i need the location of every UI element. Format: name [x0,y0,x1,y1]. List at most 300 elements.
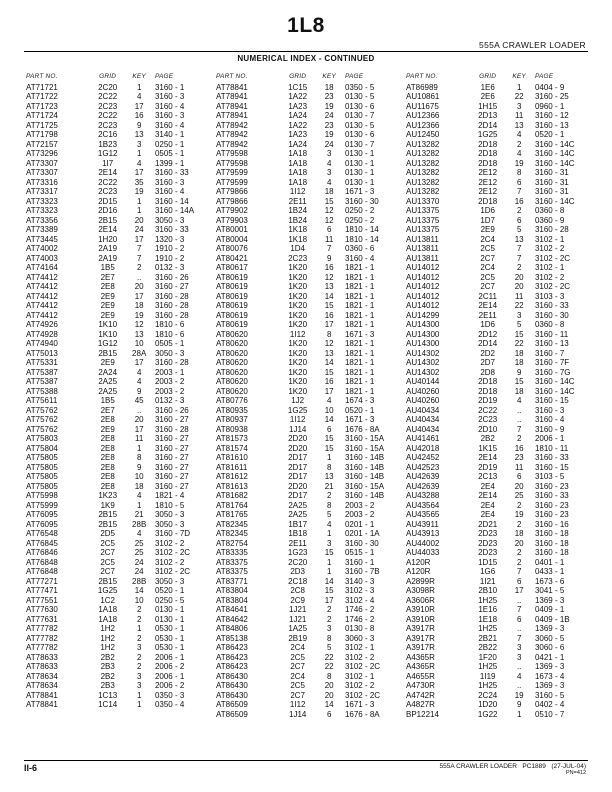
page-cell: 2003 - 2 [154,377,185,386]
page-cell: 1910 - 2 [154,253,185,263]
table-row [404,206,594,216]
part-no-cell: AU11675 [406,101,439,111]
table-row [214,672,404,682]
part-no-cell: AT75998 [26,491,58,500]
key-cell: 4 [136,367,142,377]
part-no-cell: AT76548 [26,529,58,538]
page-cell: 1810 - 6 [154,320,185,329]
page-cell: 3102 - 2C [154,548,191,557]
page-cell: 3160 - 31 [534,187,569,196]
part-no-cell: AT78942 [216,120,248,130]
part-no-cell: AT77782 [26,624,58,633]
grid-cell: 2E9 [100,310,115,320]
part-no-cell: AT78942 [216,139,248,149]
page-cell: 3060 - 6 [534,643,565,652]
grid-cell: 2A19 [98,253,118,263]
grid-cell: 1A24 [288,139,308,149]
key-cell: .. [516,624,522,633]
table-row [214,254,404,264]
key-cell: 18 [514,358,524,367]
page-cell: 3140 - 1 [154,130,185,139]
page-cell: 3160 - 27 [154,481,189,491]
grid-cell: 2E14 [478,491,498,500]
page-cell: 1810 - 11 [534,443,569,453]
part-no-cell: AU12450 [406,130,440,139]
grid-cell: 2E8 [100,462,115,472]
key-cell: 10 [134,339,144,348]
index-column-2 [214,72,404,719]
table-row [24,586,214,596]
part-no-cell: AT75387 [26,377,58,386]
key-cell: 1 [516,709,522,719]
grid-cell: 1B5 [100,263,115,272]
key-cell: 20 [134,282,144,291]
table-row [24,244,214,254]
table-row [214,377,404,387]
grid-cell: 2D20 [288,434,308,443]
grid-cell: 2D17 [288,491,308,500]
page-cell: 0130 - 7 [344,139,375,149]
column-header [24,72,214,82]
grid-cell: 2C5 [100,538,116,548]
page-cell: 3160 - 7B [344,567,380,576]
grid-cell: 1B24 [288,206,308,215]
page-cell: 0130 - 7 [344,111,375,120]
part-no-cell: AT80001 [216,225,248,234]
page-cell: 3160 - 28 [154,310,189,320]
page-cell: 1821 - 1 [344,291,375,301]
table-row [214,634,404,644]
part-no-cell: AU14302 [406,367,440,377]
grid-header: GRID [289,73,307,80]
table-row [24,292,214,302]
key-cell: 45 [134,396,144,405]
grid-cell: 2C23 [98,101,118,111]
key-cell: 9 [326,253,332,263]
grid-cell: 2E9 [100,424,115,434]
grid-cell: 1H15 [478,101,498,111]
grid-cell: 1A23 [288,101,308,111]
table-row [24,472,214,482]
part-no-cell: AT84641 [216,605,248,614]
table-row [214,472,404,482]
grid-cell: 1C15 [288,82,308,92]
grid-cell: 1G23 [287,548,308,557]
part-no-cell: AU42523 [406,462,440,472]
grid-cell: 2C16 [98,130,118,139]
grid-cell: 1H2 [100,643,116,652]
key-cell: 1 [136,700,142,709]
key-cell: 1 [326,529,332,538]
key-cell: 2 [516,263,522,272]
page-cell: 3160 - 1 [154,82,185,92]
page-cell: 0130 - 1 [344,177,375,187]
part-no-cell: AT77630 [26,605,58,614]
key-cell: 2 [516,500,522,510]
table-row [24,235,214,245]
part-no-cell: AT83335 [216,548,248,557]
key-cell: 9 [136,386,142,396]
key-cell: 7 [516,424,522,434]
grid-cell: 2E9 [100,301,115,310]
part-no-cell: A4742R [406,690,435,700]
key-cell: 4 [326,158,332,168]
key-cell: 15 [324,434,334,443]
page-cell: 1671 - 3 [344,329,375,339]
page-cell: 1746 - 2 [344,605,375,614]
table-row [404,301,594,311]
page-cell: 1810 - 5 [154,500,185,510]
key-cell: 1 [136,149,142,158]
grid-cell: 2B2 [480,434,495,443]
page-cell: 1369 - 3 [534,595,565,605]
key-cell: 12 [134,320,144,329]
page-cell: 3160 - 3 [154,111,185,120]
table-row [24,510,214,520]
page-cell: 0250 - 5 [154,595,185,605]
key-cell: 8 [326,500,332,510]
page-cell: 3102 - 2C [534,282,571,291]
grid-cell: 2D17 [288,453,308,462]
page-cell: 1369 - 3 [534,662,565,671]
table-row [214,282,404,292]
key-cell: 7 [136,253,142,263]
page-cell: 3160 - 14 [154,196,189,206]
page-cell: 1821 - 1 [344,386,375,396]
grid-cell: 2D17 [288,462,308,472]
section-title: NUMERICAL INDEX - CONTINUED [237,54,375,63]
key-cell: 12 [324,272,334,282]
grid-cell: 2D23 [478,538,498,548]
page-cell: 0250 - 1 [154,139,185,149]
part-no-cell: AT80620 [216,386,248,396]
grid-cell: 2D13 [478,111,498,120]
key-cell: 1 [136,500,142,510]
key-cell: 4 [136,158,142,168]
part-no-cell: A3910R [406,605,435,614]
part-no-cell: A4827R [406,700,435,709]
grid-cell: 2C23 [98,187,118,196]
key-cell: 3 [326,538,332,548]
page-cell: 3160 - 16 [534,519,569,529]
key-header: KEY [512,73,526,80]
table-row [404,197,594,207]
grid-cell: 1I21 [479,576,496,586]
table-row [24,206,214,216]
part-no-cell: AT80620 [216,348,248,358]
page-cell: 1821 - 1 [344,310,375,320]
key-cell: 20 [514,538,524,548]
key-cell: 5 [326,643,332,652]
grid-header: GRID [99,73,117,80]
table-row [404,254,594,264]
grid-cell: 2D19 [478,462,498,472]
part-no-cell: AU14012 [406,272,440,282]
key-cell: 16 [324,263,334,272]
grid-cell: 2D18 [478,149,498,158]
part-no-cell: AT75805 [26,453,58,462]
part-no-cell: BP12214 [406,709,439,719]
footer-info [440,763,586,777]
page-cell: 0132 - 3 [154,263,185,272]
grid-cell: 2C7 [290,690,306,700]
table-row [214,311,404,321]
table-row [24,406,214,416]
page-cell: 3160 - 28 [154,424,189,434]
part-no-cell: AT76845 [26,538,58,548]
grid-cell: 2D20 [288,443,308,453]
table-row [24,634,214,644]
table-row [24,453,214,463]
page-cell: 1810 - 14 [344,225,379,234]
key-cell: 5 [516,225,522,234]
grid-cell: 2C7 [480,253,496,263]
page-number: II-6 [24,763,38,773]
page-cell: 0132 - 3 [154,396,185,405]
page-cell: 3160 - 3 [154,177,185,187]
table-row [24,111,214,121]
key-cell: 7 [516,253,522,263]
key-cell: 2 [516,557,522,567]
table-row [404,159,594,169]
key-cell: 15 [324,548,334,557]
grid-cell: 1K15 [478,443,498,453]
table-row [24,130,214,140]
part-no-cell: AT78841 [216,82,248,92]
table-row [24,349,214,359]
page-cell: 3160 - 11 [534,329,569,339]
grid-cell: 1D6 [480,320,496,329]
page-cell: 3160 - 33 [534,301,569,310]
grid-cell: 1A18 [288,177,308,187]
table-row [24,700,214,710]
part-no-cell: AT74412 [26,282,58,291]
grid-cell: 2D23 [478,529,498,538]
page-cell: 1673 - 4 [534,671,565,681]
grid-cell: 1D4 [290,244,306,253]
key-header: KEY [322,73,336,80]
grid-cell: 2D15 [98,196,118,206]
part-no-cell: AT83375 [216,567,248,576]
part-no-cell: AT81574 [216,443,248,453]
page-cell: 3160 - 7D [154,529,191,538]
grid-cell: 2C4 [290,643,306,652]
key-cell: 18 [324,82,334,92]
table-row [404,529,594,539]
key-cell: 16 [324,377,334,386]
key-cell: 2 [326,614,332,624]
grid-cell: 2C7 [290,662,306,671]
table-row [214,168,404,178]
grid-cell: 2D21 [478,519,498,529]
table-row [214,396,404,406]
part-no-cell: AT75762 [26,424,58,434]
part-no-cell: AU14299 [406,310,440,320]
page-cell: 3060 - 5 [534,633,565,643]
key-cell: 23 [514,453,524,462]
key-cell: 2 [516,434,522,443]
key-cell: 18 [514,386,524,396]
page-cell: 3050 - 3 [154,576,185,586]
page-cell: 0130 - 5 [344,92,375,101]
grid-cell: 1K20 [288,320,308,329]
part-no-cell: A120R [406,557,431,567]
page-cell: 3160 - 14C [534,158,575,168]
part-no-cell: AT73323 [26,196,58,206]
grid-cell: 2E8 [100,443,115,453]
index-column-1 [24,72,214,719]
table-row [24,92,214,102]
page-cell: 3050 - 3 [154,510,185,519]
part-no-cell: A4730R [406,681,435,690]
grid-cell: 1K20 [288,310,308,320]
grid-cell: 2E4 [480,481,495,491]
part-no-cell: AT80619 [216,320,248,329]
table-row [404,434,594,444]
grid-cell: 2D17 [288,472,308,481]
grid-cell: 1I19 [479,671,496,681]
table-row [214,586,404,596]
key-cell: 8 [136,453,142,462]
part-no-cell: AT86509 [216,709,248,719]
page-cell: 3160 - 18 [534,529,569,538]
part-no-cell: AT82345 [216,529,248,538]
part-no-cell: AT81682 [216,491,248,500]
table-row [24,605,214,615]
grid-cell: 1H2 [100,633,116,643]
key-cell: 23 [324,92,334,101]
part-no-cell: AT79599 [216,177,248,187]
table-row [24,178,214,188]
part-no-cell: AT80620 [216,367,248,377]
part-no-cell: AT74412 [26,291,58,301]
table-row [404,453,594,463]
part-no-cell: AT78634 [26,671,58,681]
page-cell: 0130 - 1 [154,605,185,614]
key-cell: 24 [134,225,144,234]
part-no-cell: AT73296 [26,149,58,158]
part-no-cell: AT80004 [216,234,248,244]
page-cell: 3160 - 14A [154,206,195,215]
grid-cell: 2B21 [478,633,498,643]
key-cell: 18 [324,187,334,196]
page-cell: 0520 - 1 [154,586,185,595]
key-cell: 3 [326,168,332,177]
table-row [24,529,214,539]
key-cell: 13 [514,234,524,244]
key-cell: 1 [326,557,332,567]
key-cell: 6 [326,225,332,234]
part-no-cell: AU44033 [406,548,440,557]
grid-cell: 2E8 [100,481,115,491]
page-cell: 3160 - 18 [534,538,569,548]
page-cell: 3102 - 1 [534,234,565,244]
page-cell: 3160 - 14B [344,491,385,500]
grid-cell: 1K18 [288,225,308,234]
grid-cell: 2D18 [478,158,498,168]
part-no-cell: AT80619 [216,272,248,282]
key-cell: 7 [516,605,522,614]
table-row [404,387,594,397]
grid-cell: 1K20 [288,386,308,396]
part-no-cell: AU13282 [406,158,440,168]
part-no-cell: AT78633 [26,662,58,671]
part-no-cell: AT79598 [216,149,248,158]
page-cell: 0250 - 2 [344,215,375,225]
grid-cell: 1E18 [478,614,498,624]
key-cell: 17 [514,586,524,595]
page-cell: 2003 - 2 [344,510,375,519]
grid-cell: 2D19 [478,396,498,405]
part-no-cell: AT81573 [216,434,248,443]
part-no-cell: AT82754 [216,538,248,548]
table-row [404,377,594,387]
part-no-cell: AT76095 [26,519,58,529]
grid-cell: 2A25 [98,377,118,386]
table-row [24,83,214,93]
table-row [214,263,404,273]
key-cell: 12 [324,206,334,215]
grid-cell: 1C13 [98,690,118,700]
part-no-cell: AT73445 [26,234,58,244]
part-no-cell: AT77471 [26,586,58,595]
part-no-cell: AU14012 [406,301,440,310]
page-cell: 3160 - 15A [344,434,385,443]
key-cell: 16 [324,310,334,320]
page-cell: 1369 - 3 [534,681,565,690]
part-no-cell: AT75999 [26,500,58,510]
table-row [404,92,594,102]
key-cell: 2 [326,491,332,500]
grid-cell: 2C5 [480,244,496,253]
part-no-cell: AU43911 [406,519,439,529]
part-no-cell: AU40434 [406,405,440,415]
table-row [214,624,404,634]
part-no-cell: AU14012 [406,282,440,291]
page-cell: 3102 - 2 [534,272,565,282]
grid-cell: 2E14 [478,453,498,462]
table-row [404,406,594,416]
grid-cell: 2C18 [288,576,308,586]
part-no-cell: AT80937 [216,415,248,424]
part-no-cell: AT75804 [26,443,58,453]
key-cell: 17 [324,386,334,396]
key-cell: 24 [134,557,144,567]
page-cell: 3160 - 14B [344,462,385,472]
key-cell: 14 [324,358,334,367]
page-cell: 0360 - 9 [534,215,565,225]
page-cell: 3160 - 30 [534,310,569,320]
grid-cell: 2B3 [100,681,115,690]
part-no-cell: AT75611 [26,396,58,405]
page-cell: 0401 - 1 [534,557,565,567]
key-cell: 11 [325,234,334,244]
page-cell: 0130 - 6 [344,130,375,139]
table-row [214,273,404,283]
page-cell: 3160 - 14C [534,377,575,386]
page-cell: 1821 - 1 [344,272,375,282]
page-cell: 1676 - 8A [344,424,380,434]
part-no-cell: AT84642 [216,614,248,624]
grid-cell: 1K20 [288,377,308,386]
part-no-cell: AT78841 [26,690,58,700]
page-cell: 0433 - 1 [534,567,565,576]
grid-cell: 2A25 [288,510,308,519]
page-cell: 1821 - 1 [344,282,375,291]
page-cell: 2003 - 1 [154,367,185,377]
key-cell: 6 [516,215,522,225]
table-row [24,168,214,178]
